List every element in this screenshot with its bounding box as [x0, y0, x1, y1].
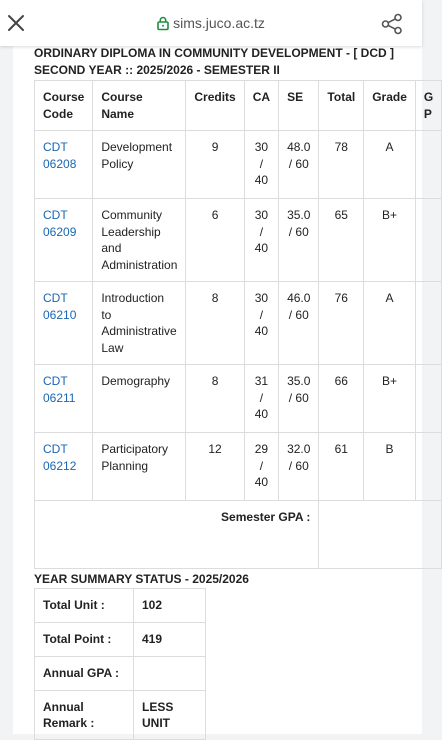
- url-text: sims.juco.ac.tz: [173, 15, 265, 31]
- credits-value: 9: [186, 131, 244, 199]
- credits-value: 8: [186, 365, 244, 433]
- col-grade-point: G P: [415, 81, 441, 131]
- browser-toolbar: [0, 0, 422, 46]
- course-code-link[interactable]: CDT 06212: [35, 433, 93, 501]
- semester-period: SECOND YEAR :: 2025/2026 - SEMESTER II: [34, 63, 280, 77]
- se-value: 35.0 / 60: [279, 365, 319, 433]
- address-bar[interactable]: [0, 15, 422, 31]
- grade-point-value: [415, 365, 441, 433]
- table-row: [35, 131, 442, 199]
- grade-point-value: [415, 199, 441, 282]
- grade-value: A: [364, 131, 416, 199]
- credits-value: 8: [186, 282, 244, 365]
- annual-gpa-label: Annual GPA :: [35, 657, 134, 691]
- total-point-label: Total Point :: [35, 623, 134, 657]
- course-code-link[interactable]: CDT 06209: [35, 199, 93, 282]
- semester-gpa-row: [35, 501, 442, 569]
- program-title: ORDINARY DIPLOMA IN COMMUNITY DEVELOPMENT - [ DCD ]: [34, 46, 394, 60]
- total-unit-label: Total Unit :: [35, 589, 134, 623]
- course-results-table: [34, 80, 442, 569]
- se-value: 46.0 / 60: [279, 282, 319, 365]
- col-total: Total: [319, 81, 364, 131]
- table-row: [35, 365, 442, 433]
- annual-gpa-value: [134, 657, 206, 691]
- grade-value: B: [364, 433, 416, 501]
- grade-value: B+: [364, 199, 416, 282]
- table-row: [35, 199, 442, 282]
- col-credits: Credits: [186, 81, 244, 131]
- lock-icon: [157, 16, 169, 30]
- credits-value: 12: [186, 433, 244, 501]
- table-header-row: [35, 81, 442, 131]
- summary-row: [35, 623, 206, 657]
- course-code-link[interactable]: CDT 06208: [35, 131, 93, 199]
- summary-row: [35, 657, 206, 691]
- ca-value: 29 / 40: [244, 433, 278, 501]
- col-course-code: Course Code: [35, 81, 93, 131]
- summary-row: [35, 691, 206, 740]
- total-value: 78: [319, 131, 364, 199]
- grade-point-value: [415, 131, 441, 199]
- total-value: 61: [319, 433, 364, 501]
- table-row: [35, 282, 442, 365]
- total-value: 66: [319, 365, 364, 433]
- credits-value: 6: [186, 199, 244, 282]
- grade-value: B+: [364, 365, 416, 433]
- share-icon[interactable]: [381, 13, 403, 35]
- course-name: Introduction to Administrative Law: [93, 282, 186, 365]
- col-course-name: Course Name: [93, 81, 186, 131]
- total-value: 76: [319, 282, 364, 365]
- ca-value: 30 / 40: [244, 131, 278, 199]
- course-name: Demography: [93, 365, 186, 433]
- se-value: 35.0 / 60: [279, 199, 319, 282]
- course-name: Community Leadership and Administration: [93, 199, 186, 282]
- col-se: SE: [279, 81, 319, 131]
- se-value: 32.0 / 60: [279, 433, 319, 501]
- table-row: [35, 433, 442, 501]
- total-point-value: 419: [134, 623, 206, 657]
- grade-value: A: [364, 282, 416, 365]
- grade-point-value: [415, 433, 441, 501]
- col-ca: CA: [244, 81, 278, 131]
- annual-remark-label: Annual Remark :: [35, 691, 134, 740]
- annual-remark-value: LESS UNIT: [134, 691, 206, 740]
- summary-row: [35, 589, 206, 623]
- ca-value: 30 / 40: [244, 199, 278, 282]
- course-name: Participatory Planning: [93, 433, 186, 501]
- ca-value: 31 / 40: [244, 365, 278, 433]
- year-summary-table: [34, 588, 206, 740]
- course-name: Development Policy: [93, 131, 186, 199]
- grade-point-value: [415, 282, 441, 365]
- ca-value: 30 / 40: [244, 282, 278, 365]
- course-code-link[interactable]: CDT 06211: [35, 365, 93, 433]
- course-code-link[interactable]: CDT 06210: [35, 282, 93, 365]
- se-value: 48.0 / 60: [279, 131, 319, 199]
- semester-gpa-label: Semester GPA :: [35, 501, 319, 569]
- col-grade: Grade: [364, 81, 416, 131]
- year-summary-title: YEAR SUMMARY STATUS - 2025/2026: [34, 572, 249, 586]
- results-page: [13, 46, 434, 734]
- total-unit-value: 102: [134, 589, 206, 623]
- semester-gpa-value: [319, 501, 442, 569]
- total-value: 65: [319, 199, 364, 282]
